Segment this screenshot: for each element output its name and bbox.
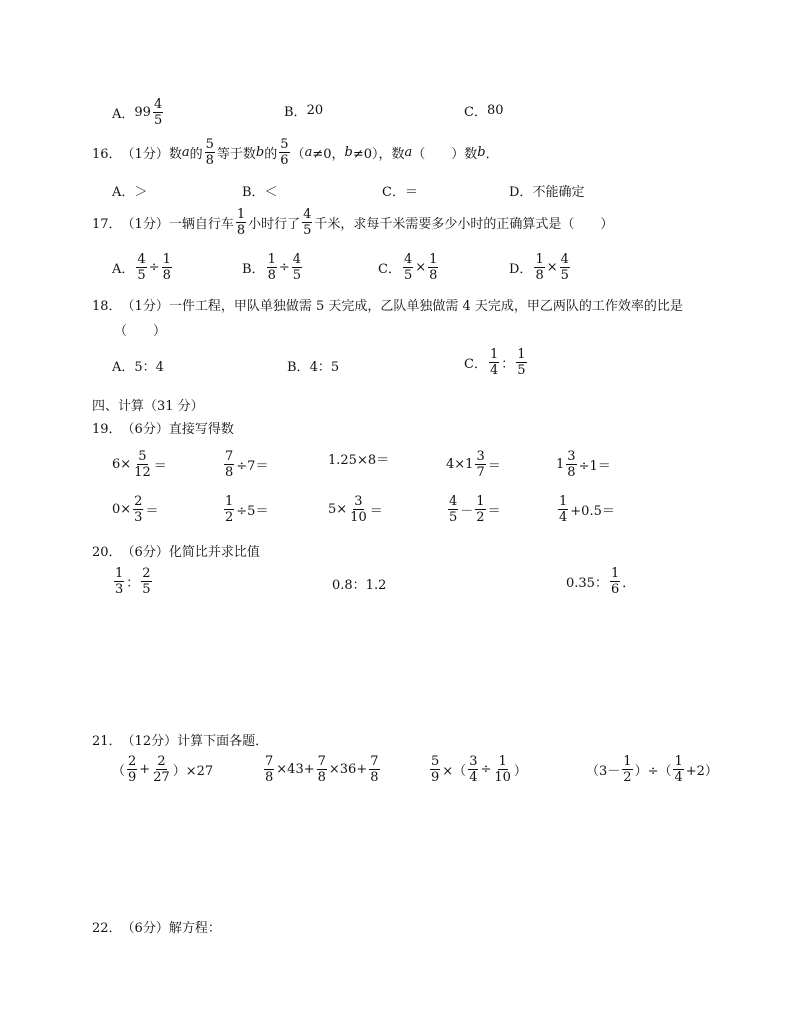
fraction: $\frac{1}{4}$ <box>559 494 568 525</box>
q21-expr-2: $\frac{7}{8}$ ×43+ $\frac{7}{8}$ ×36+ $\frac{7}{8}$ <box>265 754 379 785</box>
q18-blank: （ ） <box>114 324 167 339</box>
q19-stem: 19． （6分） 直接写得数 <box>92 422 234 437</box>
fraction: $\frac{5}{6}$ <box>280 137 289 168</box>
fraction: $\frac{5}{12}$ <box>134 449 151 480</box>
fraction: $\frac{1}{2}$ <box>225 494 234 525</box>
fraction: $\frac{2}{3}$ <box>134 494 143 525</box>
fraction: $\frac{1}{3}$ <box>115 566 124 597</box>
fraction: $\frac{1}{8}$ <box>267 252 276 283</box>
fraction: $\frac{2}{27}$ <box>153 754 170 785</box>
fraction: $\frac{4}{5}$ <box>153 97 163 128</box>
q20-expr-2: 0.8：1.2 <box>332 578 387 593</box>
fraction: $\frac{2}{9}$ <box>128 754 137 785</box>
fraction: $\frac{3}{10}$ <box>350 494 367 525</box>
fraction: $\frac{4}{5}$ <box>137 252 146 283</box>
fraction: $\frac{1}{8}$ <box>236 207 246 238</box>
fraction: $\frac{3}{7}$ <box>476 449 485 480</box>
q17-option-d: D． $\frac{1}{8}$ × $\frac{4}{5}$ <box>509 252 569 283</box>
q16-option-a: A． ＞ <box>112 185 148 200</box>
q20-stem: 20． （6分） 化简比并求比值 <box>92 545 260 560</box>
fraction: $\frac{1}{10}$ <box>494 754 511 785</box>
fraction: $\frac{1}{4}$ <box>489 347 499 378</box>
fraction: $\frac{5}{8}$ <box>205 137 214 168</box>
q19-r2-c2: $\frac{1}{2}$ ÷5＝ <box>225 494 269 525</box>
fraction: $\frac{2}{5}$ <box>142 566 151 597</box>
q17-option-c: C． $\frac{4}{5}$ × $\frac{1}{8}$ <box>378 252 438 283</box>
fraction: $\frac{1}{8}$ <box>535 252 544 283</box>
fraction: $\frac{4}{5}$ <box>292 252 302 283</box>
fraction: $\frac{4}{5}$ <box>449 494 458 525</box>
q20-expr-1: $\frac{1}{3}$ ： $\frac{2}{5}$ <box>115 566 151 597</box>
fraction: $\frac{1}{2}$ <box>623 754 632 785</box>
fraction: $\frac{1}{4}$ <box>674 754 683 785</box>
q21-expr-4: （3－ $\frac{1}{2}$ ）÷（ $\frac{1}{4}$ +2） <box>586 754 718 785</box>
q19-r2-c3: 5× $\frac{3}{10}$ ＝ <box>328 494 383 525</box>
q16-option-b: B． ＜ <box>242 185 278 200</box>
fraction: $\frac{7}{8}$ <box>317 754 326 785</box>
q17-stem: 17． （1分） 一辆自行车 $\frac{1}{8}$ 小时行了 $\frac{4}{5}$ 千米，求每千米需要多少小时的正确算式是（ ） <box>92 207 614 238</box>
fraction: $\frac{7}{8}$ <box>225 449 234 480</box>
fraction: $\frac{1}{5}$ <box>517 347 526 378</box>
q17-option-a: A． $\frac{4}{5}$ ÷ $\frac{1}{8}$ <box>112 252 171 283</box>
q16-option-d: D． 不能确定 <box>509 185 585 200</box>
fraction: $\frac{1}{8}$ <box>162 252 171 283</box>
q19-r1-c2: $\frac{7}{8}$ ÷7＝ <box>225 449 269 480</box>
q22-stem: 22． （6分） 解方程： <box>92 921 221 936</box>
fraction: $\frac{7}{8}$ <box>370 754 379 785</box>
q16-option-c: C． ＝ <box>382 185 418 200</box>
q18-option-a: A． 5：4 <box>112 360 164 375</box>
q15-option-b: B． 20 <box>284 103 324 120</box>
q18-stem: 18． （1分） 一件工程，甲队单独做需 5 天完成，乙队单独做需 4 天完成，甲乙两队的工作效率的比是 <box>92 299 683 314</box>
fraction: $\frac{1}{8}$ <box>429 252 438 283</box>
q21-expr-3: $\frac{5}{9}$ ×（ $\frac{3}{4}$ ÷ $\frac{1}{10}$ ） <box>431 754 527 785</box>
q18-option-c: C． $\frac{1}{4}$ ： $\frac{1}{5}$ <box>464 347 526 378</box>
section-title: 四、计算（31 分） <box>92 399 204 414</box>
q19-r1-c4: 4×1 $\frac{3}{7}$ ＝ <box>446 449 501 480</box>
q19-r2-c5: $\frac{1}{4}$ +0.5＝ <box>559 494 615 525</box>
fraction: $\frac{5}{9}$ <box>431 754 440 785</box>
fraction: $\frac{3}{8}$ <box>567 449 576 480</box>
q19-r2-c4: $\frac{4}{5}$ － $\frac{1}{2}$ ＝ <box>449 494 501 525</box>
fraction: $\frac{1}{6}$ <box>610 566 620 597</box>
fraction: $\frac{4}{5}$ <box>403 252 413 283</box>
q19-r1-c5: 1 $\frac{3}{8}$ ÷1＝ <box>556 449 611 480</box>
q19-r2-c1: 0× $\frac{2}{3}$ ＝ <box>112 494 159 525</box>
fraction: $\frac{1}{2}$ <box>476 494 485 525</box>
q20-expr-3: 0.35： $\frac{1}{6}$ ． <box>566 566 636 597</box>
q18-option-b: B． 4：5 <box>287 360 340 375</box>
q21-expr-1: （ $\frac{2}{9}$ + $\frac{2}{27}$ ）×27 <box>112 754 214 785</box>
q16-stem: 16． （1分） 数 a 的 $\frac{5}{8}$ 等于数 b 的 $\frac{5}{6}$ （ a ≠0， b ≠0），数 a （ ）数 b ． <box>92 137 499 168</box>
q17-option-b: B． $\frac{1}{8}$ ÷ $\frac{4}{5}$ <box>242 252 302 283</box>
q19-r1-c3: 1.25×8＝ <box>328 453 390 468</box>
fraction: $\frac{3}{4}$ <box>469 754 478 785</box>
q19-r1-c1: 6× $\frac{5}{12}$ ＝ <box>112 449 167 480</box>
fraction: $\frac{7}{8}$ <box>265 754 274 785</box>
fraction: $\frac{4}{5}$ <box>560 252 569 283</box>
q21-stem: 21． （12分） 计算下面各题． <box>92 734 269 749</box>
q15-option-c: C． 80 <box>464 103 504 120</box>
q15-option-a: A． 99 $\frac{4}{5}$ <box>112 97 163 128</box>
fraction: $\frac{4}{5}$ <box>303 207 312 238</box>
